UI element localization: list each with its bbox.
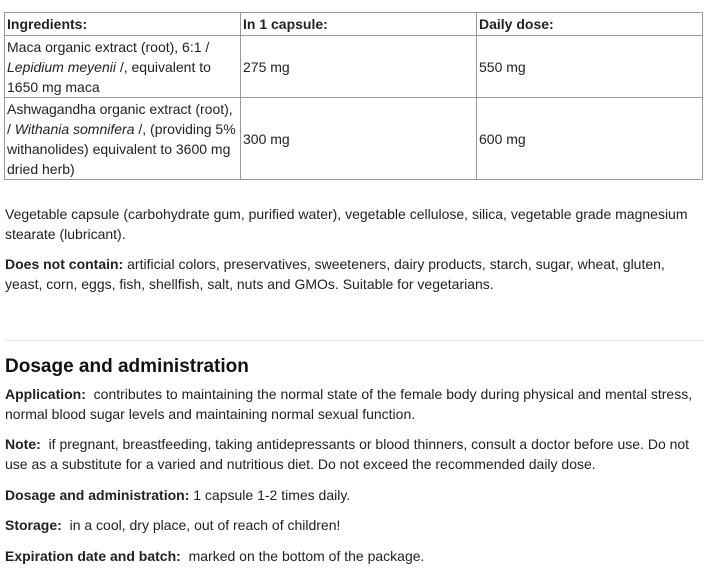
application-label: Application: (5, 386, 86, 402)
dosage-text: 1 capsule 1-2 times daily. (193, 487, 351, 503)
per-capsule-cell: 275 mg (241, 36, 477, 98)
daily-dose-cell: 600 mg (477, 98, 703, 180)
capsule-composition: Vegetable capsule (carbohydrate gum, purified water), vegetable cellulose, silica, vegetable grade magnesium stearate (lubricant). (5, 206, 688, 242)
table-row (5, 36, 703, 98)
storage-paragraph (5, 515, 705, 535)
ingredient-detail: /, equivalent to 1650 mg maca (7, 58, 211, 95)
storage-label: Storage: (5, 517, 62, 533)
expiration-label: Expiration date and batch: (5, 548, 181, 564)
note-label: Note: (5, 436, 41, 452)
not-contain-label: Does not contain: (5, 256, 124, 272)
per-capsule-cell: 300 mg (241, 98, 477, 180)
ingredient-detail: /, (providing 5% withanolides) equivalent to 3600 mg dried herb) (7, 120, 236, 177)
ingredient-name: Ashwagandha organic extract (root), / (7, 100, 233, 137)
not-contain-paragraph (5, 254, 705, 294)
dosage-label: Dosage and administration: (5, 487, 190, 503)
ingredient-name: Maca organic extract (root), 6:1 / (7, 38, 210, 55)
header-ingredients: Ingredients: (5, 13, 241, 36)
header-daily-dose: Daily dose: (477, 13, 703, 36)
dosage-paragraph (5, 485, 705, 505)
expiration-text: marked on the bottom of the package. (188, 548, 425, 564)
header-per-capsule: In 1 capsule: (241, 13, 477, 36)
application-text: contributes to maintaining the normal state of the female body during physical and mental stress, normal blood sugar levels and maintaining normal sexual function. (5, 386, 693, 422)
application-paragraph (5, 384, 705, 424)
storage-text: in a cool, dry place, out of reach of children! (69, 517, 341, 533)
note-text: if pregnant, breastfeeding, taking antidepressants or blood thinners, consult a doctor before use. Do not use as a substitute for a varied and nutritious diet. Do not exceed the recommended daily dose. (5, 436, 690, 472)
note-paragraph (5, 434, 705, 474)
ingredient-latin-name: Withania somnifera (14, 120, 135, 137)
ingredient-cell (5, 36, 241, 98)
ingredient-latin-name: Lepidium meyenii (7, 58, 116, 75)
expiration-paragraph (5, 546, 705, 566)
daily-dose-cell: 550 mg (477, 36, 703, 98)
section-heading: Dosage and administration (5, 356, 249, 377)
table-header-row (5, 13, 703, 36)
table-row (5, 98, 703, 180)
ingredient-cell (5, 98, 241, 180)
section-divider (5, 340, 703, 341)
not-contain-text: artificial colors, preservatives, sweeteners, dairy products, starch, sugar, wheat, gluten, yeast, corn, eggs, fish, shellfish, salt, nuts and GMOs. Suitable for vegetarians. (5, 256, 665, 292)
ingredients-table (4, 12, 703, 180)
